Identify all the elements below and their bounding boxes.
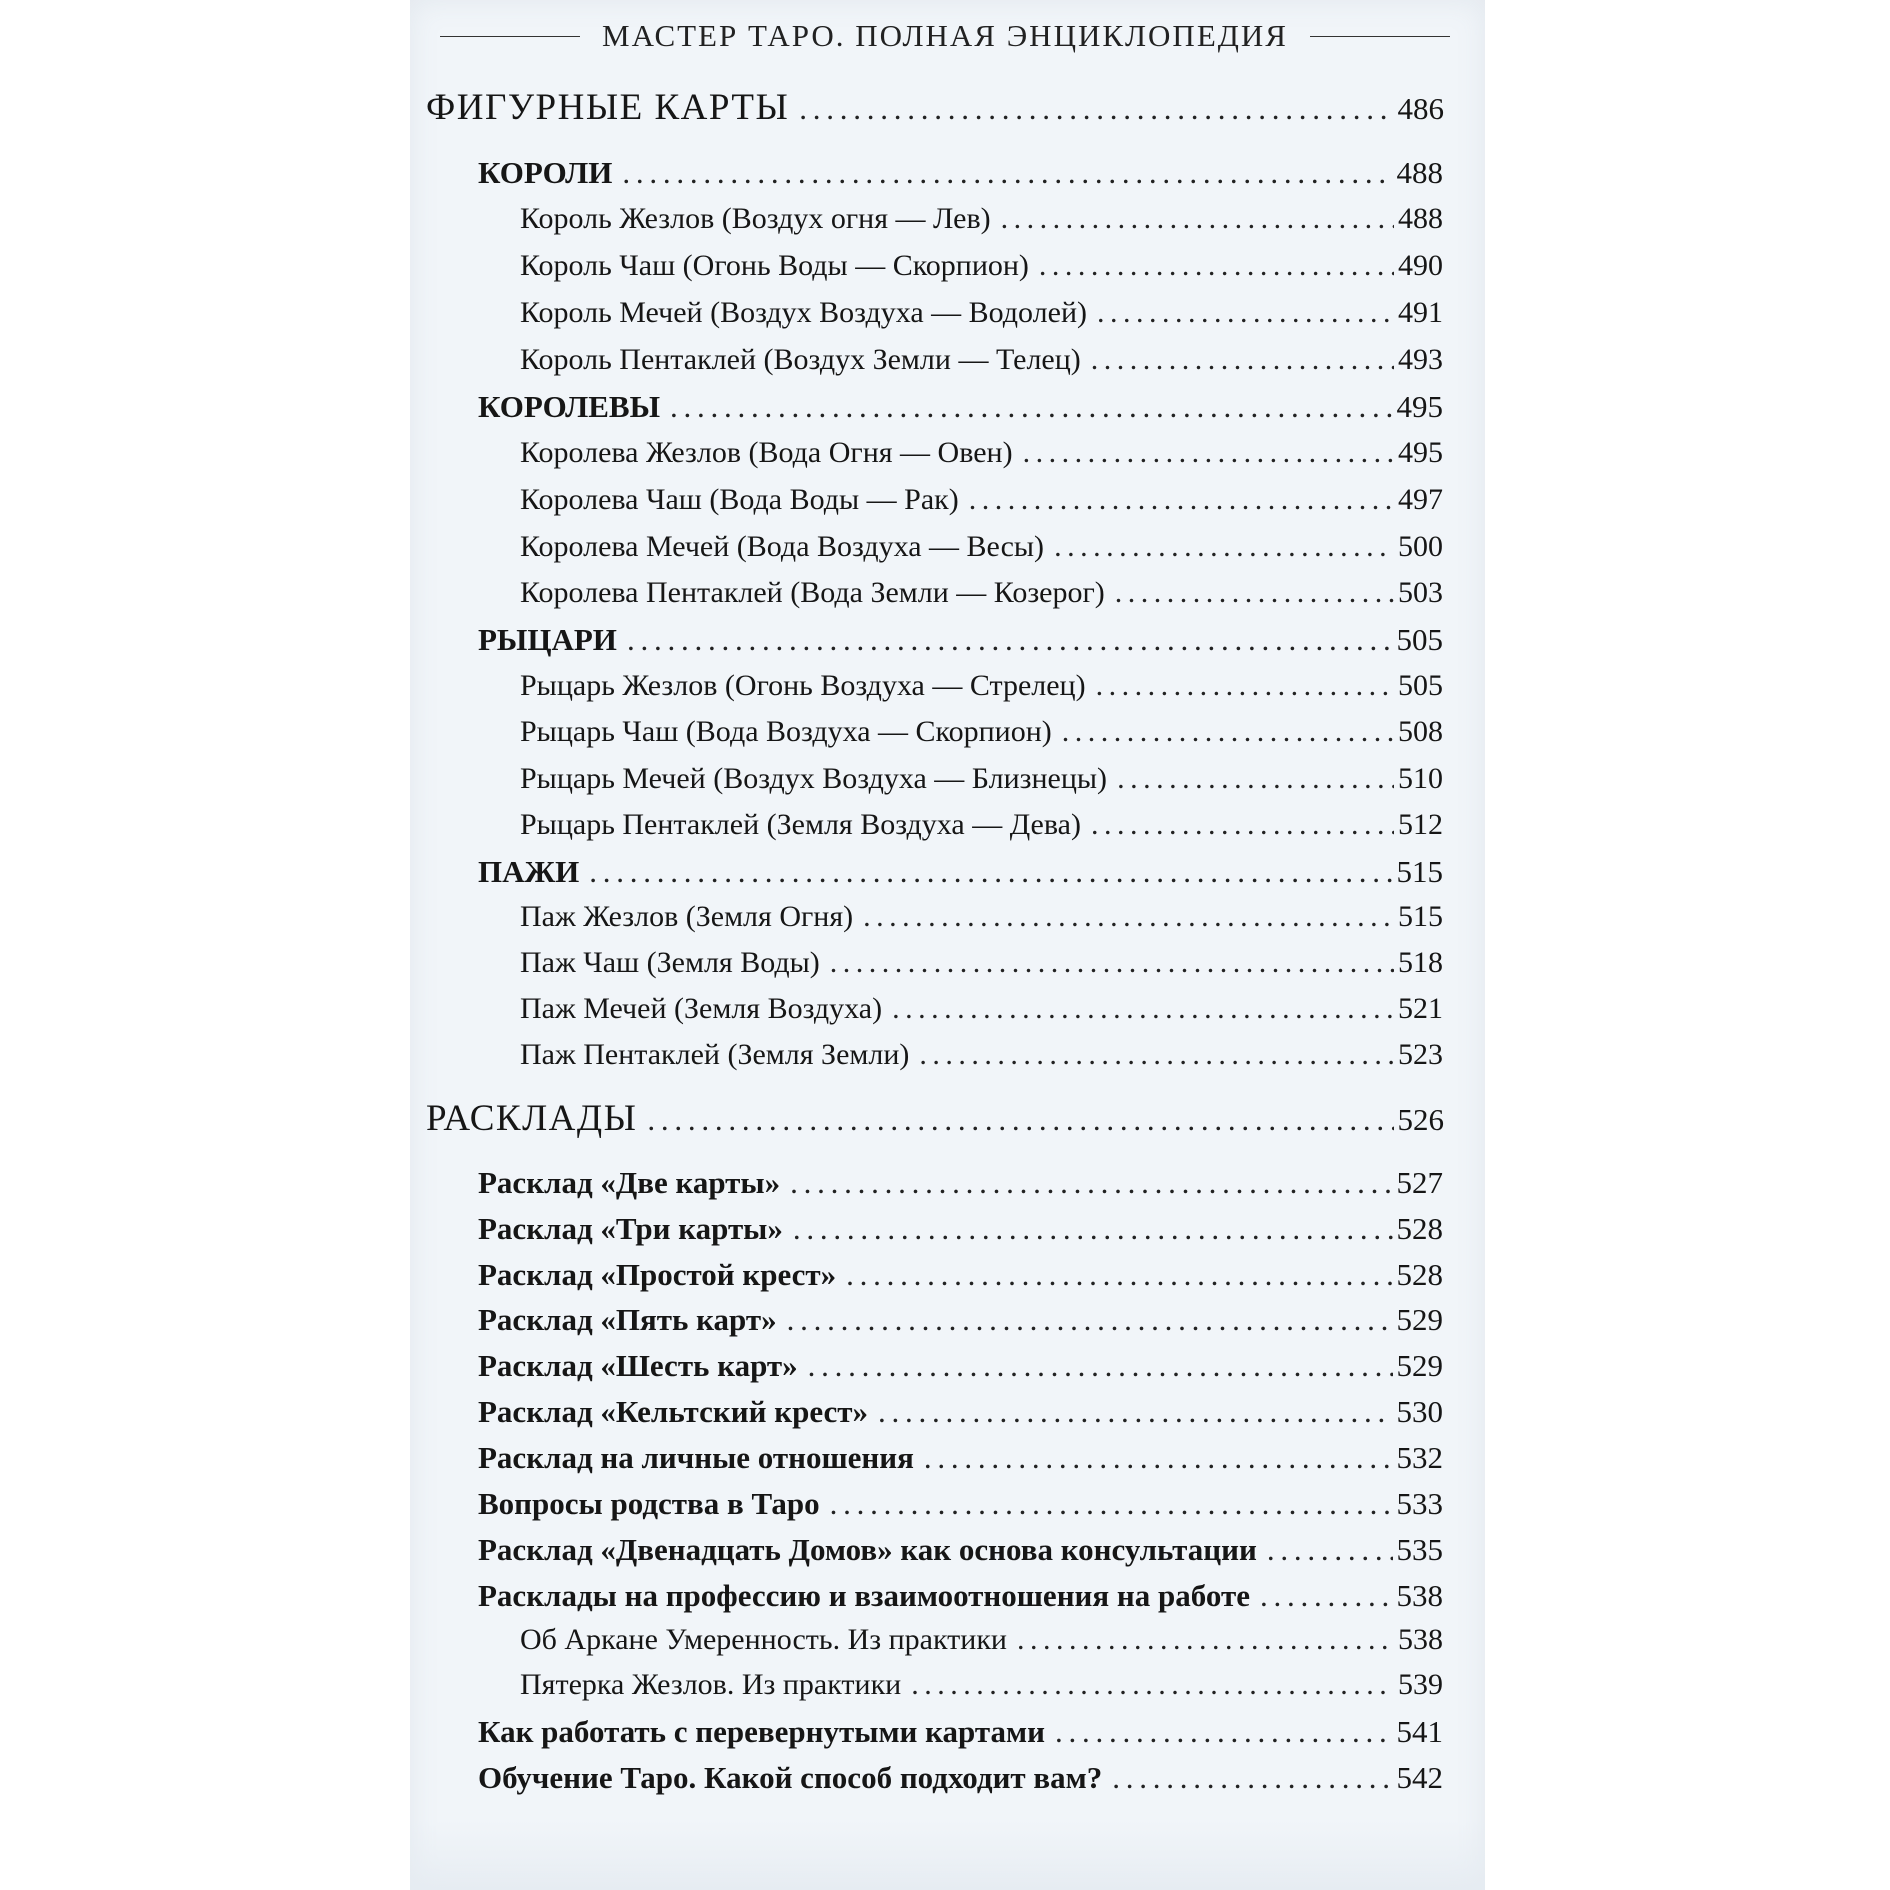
toc-entry bbox=[520, 669, 1443, 703]
toc-chapter bbox=[478, 854, 1443, 890]
toc-chapter bbox=[478, 1578, 1443, 1614]
dot-leader bbox=[808, 1348, 1393, 1384]
toc-page-number: 515 bbox=[1398, 900, 1443, 933]
toc-label: Королева Чаш (Вода Воды — Рак) bbox=[520, 483, 959, 516]
toc-entry bbox=[520, 946, 1443, 980]
toc-label: Паж Мечей (Земля Воздуха) bbox=[520, 992, 883, 1025]
toc-label: Король Мечей (Воздух Воздуха — Водолей) bbox=[520, 296, 1087, 329]
dot-leader bbox=[1023, 436, 1394, 470]
toc-page-number: 486 bbox=[1397, 91, 1444, 126]
toc-entry bbox=[520, 436, 1443, 470]
toc-label: Король Пентаклей (Воздух Земли — Телец) bbox=[520, 343, 1081, 376]
toc-page-number: 515 bbox=[1396, 854, 1443, 889]
toc-label: Рыцарь Жезлов (Огонь Воздуха — Стрелец) bbox=[520, 669, 1086, 702]
toc-chapter bbox=[478, 1486, 1443, 1522]
toc-label: Расклад «Шесть карт» bbox=[478, 1348, 798, 1383]
toc-page-number: 521 bbox=[1398, 992, 1443, 1025]
toc-label: Паж Пентаклей (Земля Земли) bbox=[520, 1038, 910, 1071]
toc-label: Расклад «Две карты» bbox=[478, 1165, 781, 1200]
toc-entry bbox=[520, 296, 1443, 330]
toc-page-number: 490 bbox=[1398, 249, 1443, 282]
dot-leader bbox=[1062, 715, 1394, 749]
toc-page-number: 510 bbox=[1398, 762, 1443, 795]
dot-leader bbox=[969, 483, 1394, 517]
toc-label: Расклады на профессию и взаимоотношения на работе bbox=[478, 1578, 1250, 1613]
toc-page-number: 530 bbox=[1396, 1394, 1443, 1429]
dot-leader bbox=[1267, 1532, 1393, 1568]
header-rule-left bbox=[440, 36, 580, 37]
dot-leader bbox=[1112, 1760, 1392, 1796]
toc-chapter bbox=[478, 1760, 1443, 1796]
toc-label: ФИГУРНЫЕ КАРТЫ bbox=[426, 87, 790, 128]
dot-leader bbox=[1091, 343, 1394, 377]
toc-page-number: 533 bbox=[1396, 1486, 1443, 1521]
toc-label: Расклад «Двенадцать Домов» как основа консультации bbox=[478, 1532, 1257, 1567]
dot-leader bbox=[1117, 762, 1394, 796]
toc-chapter bbox=[478, 1348, 1443, 1384]
dot-leader bbox=[1091, 808, 1394, 842]
toc-label: Вопросы родства в Таро bbox=[478, 1486, 820, 1521]
toc-page-number: 495 bbox=[1396, 389, 1443, 424]
toc-label: Паж Чаш (Земля Воды) bbox=[520, 946, 820, 979]
toc-page-number: 495 bbox=[1398, 436, 1443, 469]
dot-leader bbox=[787, 1302, 1393, 1338]
toc-chapter bbox=[478, 1714, 1443, 1750]
header-title: МАСТЕР ТАРО. ПОЛНАЯ ЭНЦИКЛОПЕДИЯ bbox=[602, 18, 1288, 53]
toc-label: Расклад на личные отношения bbox=[478, 1440, 914, 1475]
dot-leader bbox=[647, 1102, 1393, 1138]
toc-page-number: 526 bbox=[1397, 1102, 1444, 1137]
dot-leader bbox=[863, 900, 1394, 934]
dot-leader bbox=[622, 155, 1392, 191]
toc-page-number: 497 bbox=[1398, 483, 1443, 516]
toc-label: РЫЦАРИ bbox=[478, 622, 617, 657]
toc-label: Королева Пентаклей (Вода Земли — Козерог) bbox=[520, 576, 1105, 609]
toc-chapter bbox=[478, 1302, 1443, 1338]
toc-page-number: 528 bbox=[1396, 1257, 1443, 1292]
dot-leader bbox=[1115, 576, 1394, 610]
toc-page-number: 508 bbox=[1398, 715, 1443, 748]
dot-leader bbox=[1260, 1578, 1393, 1614]
toc-chapter bbox=[478, 389, 1443, 425]
toc-page-number: 503 bbox=[1398, 576, 1443, 609]
toc-label: Расклад «Три карты» bbox=[478, 1211, 783, 1246]
toc-page-number: 541 bbox=[1396, 1714, 1443, 1749]
toc-chapter bbox=[478, 1165, 1443, 1201]
toc-entry bbox=[520, 900, 1443, 934]
dot-leader bbox=[1017, 1623, 1394, 1657]
toc-label: Рыцарь Мечей (Воздух Воздуха — Близнецы) bbox=[520, 762, 1108, 795]
toc-page-number: 500 bbox=[1398, 530, 1443, 563]
toc-entry bbox=[520, 483, 1443, 517]
toc-label: Рыцарь Пентаклей (Земля Воздуха — Дева) bbox=[520, 808, 1081, 841]
toc-chapter bbox=[478, 1211, 1443, 1247]
toc-chapter bbox=[478, 155, 1443, 191]
dot-leader bbox=[1054, 530, 1394, 564]
toc-chapter bbox=[478, 1257, 1443, 1293]
toc-page-number: 518 bbox=[1398, 946, 1443, 979]
toc-page-number: 529 bbox=[1396, 1302, 1443, 1337]
toc-page-number: 527 bbox=[1396, 1165, 1443, 1200]
toc-label: КОРОЛЕВЫ bbox=[478, 389, 661, 424]
toc-label: Королева Мечей (Вода Воздуха — Весы) bbox=[520, 530, 1045, 563]
toc-label: Расклад «Кельтский крест» bbox=[478, 1394, 868, 1429]
toc-page-number: 538 bbox=[1398, 1623, 1443, 1656]
dot-leader bbox=[924, 1440, 1393, 1476]
running-header bbox=[440, 14, 1450, 58]
toc-entry bbox=[520, 762, 1443, 796]
toc-section bbox=[426, 86, 1444, 129]
book-page bbox=[410, 0, 1485, 1890]
toc-page-number: 538 bbox=[1396, 1578, 1443, 1613]
toc-page-number: 528 bbox=[1396, 1211, 1443, 1246]
toc-chapter bbox=[478, 1440, 1443, 1476]
toc-label: Паж Жезлов (Земля Огня) bbox=[520, 900, 854, 933]
toc-chapter bbox=[478, 1532, 1443, 1568]
dot-leader bbox=[793, 1211, 1393, 1247]
toc-chapter bbox=[478, 622, 1443, 658]
toc-entry bbox=[520, 715, 1443, 749]
toc-label: Как работать с перевернутыми картами bbox=[478, 1714, 1045, 1749]
toc-page-number: 491 bbox=[1398, 296, 1443, 329]
toc-section bbox=[426, 1097, 1444, 1140]
toc-entry bbox=[520, 992, 1443, 1026]
page-shadow bbox=[410, 1820, 1485, 1890]
toc-label: Пятерка Жезлов. Из практики bbox=[520, 1668, 902, 1701]
toc-entry bbox=[520, 249, 1443, 283]
header-rule-right bbox=[1310, 36, 1450, 37]
toc-entry bbox=[520, 202, 1443, 236]
dot-leader bbox=[790, 1165, 1392, 1201]
toc-label: ПАЖИ bbox=[478, 854, 580, 889]
toc-entry bbox=[520, 1623, 1443, 1657]
dot-leader bbox=[830, 1486, 1393, 1522]
dot-leader bbox=[799, 91, 1393, 127]
dot-leader bbox=[846, 1257, 1392, 1293]
dot-leader bbox=[919, 1038, 1394, 1072]
dot-leader bbox=[830, 946, 1394, 980]
dot-leader bbox=[1039, 249, 1394, 283]
toc-entry bbox=[520, 808, 1443, 842]
toc-label: КОРОЛИ bbox=[478, 155, 613, 190]
toc-label: Королева Жезлов (Вода Огня — Овен) bbox=[520, 436, 1013, 469]
toc-page-number: 505 bbox=[1396, 622, 1443, 657]
toc-page-number: 505 bbox=[1398, 669, 1443, 702]
dot-leader bbox=[1097, 296, 1394, 330]
dot-leader bbox=[878, 1394, 1393, 1430]
toc-entry bbox=[520, 1668, 1443, 1702]
toc-page-number: 535 bbox=[1396, 1532, 1443, 1567]
toc-entry bbox=[520, 576, 1443, 610]
toc-page-number: 488 bbox=[1398, 202, 1443, 235]
toc-page-number: 512 bbox=[1398, 808, 1443, 841]
dot-leader bbox=[1055, 1714, 1393, 1750]
toc-label: Король Чаш (Огонь Воды — Скорпион) bbox=[520, 249, 1029, 282]
toc-label: Об Аркане Умеренность. Из практики bbox=[520, 1623, 1007, 1656]
toc-page-number: 529 bbox=[1396, 1348, 1443, 1383]
toc-page-number: 532 bbox=[1396, 1440, 1443, 1475]
toc-chapter bbox=[478, 1394, 1443, 1430]
toc-page-number: 493 bbox=[1398, 343, 1443, 376]
dot-leader bbox=[1096, 669, 1394, 703]
dot-leader bbox=[627, 622, 1393, 658]
dot-leader bbox=[892, 992, 1394, 1026]
toc-entry bbox=[520, 343, 1443, 377]
toc-label: Обучение Таро. Какой способ подходит вам? bbox=[478, 1760, 1103, 1795]
toc-label: Расклад «Простой крест» bbox=[478, 1257, 837, 1292]
dot-leader bbox=[1001, 202, 1394, 236]
toc-page-number: 542 bbox=[1396, 1760, 1443, 1795]
toc-entry bbox=[520, 530, 1443, 564]
toc-page-number: 488 bbox=[1396, 155, 1443, 190]
toc-entry bbox=[520, 1038, 1443, 1072]
toc-label: Король Жезлов (Воздух огня — Лев) bbox=[520, 202, 991, 235]
toc-label: Рыцарь Чаш (Вода Воздуха — Скорпион) bbox=[520, 715, 1052, 748]
toc-page-number: 523 bbox=[1398, 1038, 1443, 1071]
toc-label: РАСКЛАДЫ bbox=[426, 1098, 638, 1139]
dot-leader bbox=[670, 389, 1392, 425]
dot-leader bbox=[589, 854, 1392, 890]
dot-leader bbox=[911, 1668, 1394, 1702]
toc-label: Расклад «Пять карт» bbox=[478, 1302, 777, 1337]
toc-page-number: 539 bbox=[1398, 1668, 1443, 1701]
